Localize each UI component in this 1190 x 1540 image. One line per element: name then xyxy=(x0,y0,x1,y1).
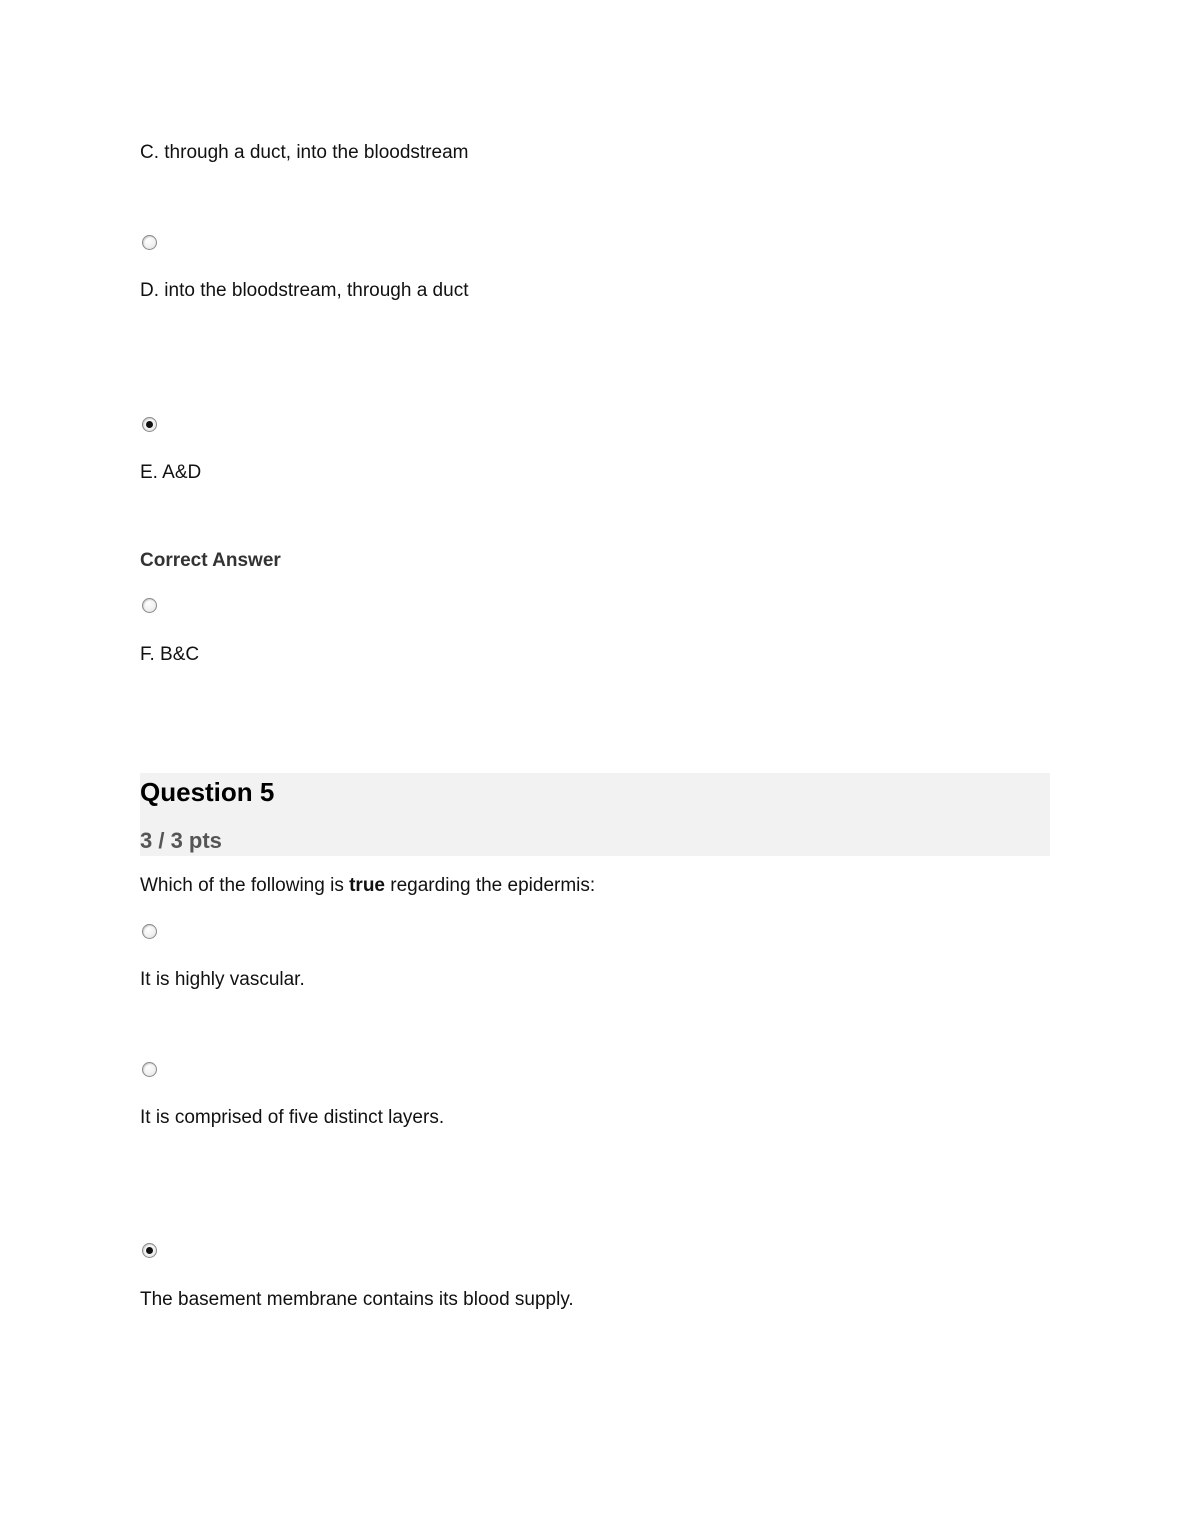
q5-option-3-text: The basement membrane contains its blood supply. xyxy=(140,1289,574,1310)
prompt-text-before: Which of the following is xyxy=(140,875,350,896)
option-e-text: E. A&D xyxy=(140,462,202,483)
question-prompt xyxy=(140,874,595,898)
prompt-text-after: regarding the epidermis: xyxy=(385,875,596,896)
q5-option-2-text: It is comprised of five distinct layers. xyxy=(140,1107,445,1128)
q5-option-3-radio[interactable] xyxy=(142,1243,157,1258)
correct-answer-label: Correct Answer xyxy=(140,550,281,571)
option-f-radio[interactable] xyxy=(142,598,157,613)
q5-option-2-radio[interactable] xyxy=(142,1062,157,1077)
q5-option-1-text: It is highly vascular. xyxy=(140,969,305,990)
question-title: Question 5 xyxy=(140,777,275,807)
q5-option-1-radio[interactable] xyxy=(142,924,157,939)
option-d-text: D. into the bloodstream, through a duct xyxy=(140,280,469,301)
option-d-radio[interactable] xyxy=(142,235,157,250)
question-header xyxy=(140,773,1050,856)
option-c-text: C. through a duct, into the bloodstream xyxy=(140,142,469,163)
option-e-radio[interactable] xyxy=(142,417,157,432)
prompt-emphasis: true xyxy=(349,875,385,896)
option-f-text: F. B&C xyxy=(140,644,200,665)
question-points: 3 / 3 pts xyxy=(140,828,222,853)
